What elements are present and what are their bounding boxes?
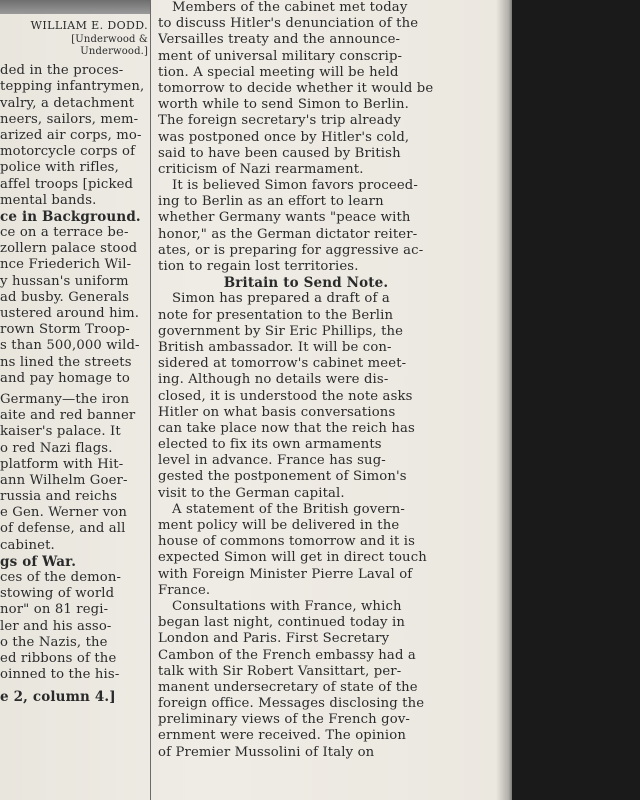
text-line: sidered at tomorrow's cabinet meet- (158, 356, 407, 372)
text-line: note for presentation to the Berlin (158, 307, 394, 323)
text-line: house of commons tomorrow and it is (158, 534, 416, 550)
text-line: and pay homage to (0, 370, 130, 386)
text-line: ing to Berlin as an effort to learn (158, 194, 384, 210)
right-paragraph-3 (158, 291, 454, 501)
text-line: ann Wilhelm Goer- (0, 472, 128, 488)
text-line: Consultations with France, which (172, 598, 402, 614)
text-line: nce Friederich Wil- (0, 257, 132, 273)
left-paragraph-3 (0, 392, 148, 554)
text-line: ns lined the streets (0, 354, 132, 370)
right-column (158, 0, 454, 761)
left-paragraph-1 (0, 63, 148, 209)
text-line: cabinet. (0, 537, 55, 553)
text-line: ded in the proces- (0, 63, 124, 79)
left-subheading-2: gs of War. (0, 553, 77, 570)
text-line: ces of the demon- (0, 570, 122, 585)
text-line: ment of universal military conscrip- (158, 48, 403, 64)
text-line: ing. Although no details were dis- (158, 372, 389, 388)
text-line: zollern palace stood (0, 241, 138, 257)
left-subheading-1: ce in Background. (0, 208, 141, 225)
text-line: said to have been caused by British (158, 145, 401, 161)
text-line: British ambassador. It will be con- (158, 339, 392, 355)
text-line: elected to fix its own armaments (158, 437, 382, 453)
text-line: tion to regain lost territories. (158, 259, 359, 274)
text-line: The foreign secretary's trip already (158, 113, 401, 129)
text-line: tion. A special meeting will be held (158, 64, 399, 80)
text-line: russia and reichs (0, 489, 118, 505)
text-line: ed ribbons of the (0, 650, 117, 666)
text-line: motorcycle corps of (0, 144, 136, 160)
right-paragraph-2 (158, 178, 454, 275)
text-line: e Gen. Werner von (0, 505, 128, 521)
text-line: level in advance. France has sug- (158, 453, 386, 469)
text-line: criticism of Nazi rearmament. (158, 161, 364, 177)
text-line: France. (158, 582, 211, 598)
page-edge-shadow (496, 0, 512, 800)
text-line: oinned to the his- (0, 667, 120, 683)
text-line: talk with Sir Robert Vansittart, per- (158, 663, 402, 679)
text-line: London and Paris. First Secretary (158, 631, 390, 647)
right-paragraph-4 (158, 502, 454, 599)
text-line: ad busby. Generals (0, 289, 130, 305)
text-line: expected Simon will get in direct touch (158, 550, 427, 566)
text-line: visit to the German capital. (158, 485, 345, 501)
text-line: manent undersecretary of state of the (158, 679, 418, 695)
text-line: closed, it is understood the note asks (158, 388, 413, 404)
photo-credit-line-1: [Underwood & (71, 34, 148, 46)
text-line: ce on a terrace be- (0, 225, 129, 241)
text-line: Cambon of the French embassy had a (158, 647, 416, 663)
text-line: of Premier Mussolini of Italy on (158, 744, 375, 760)
text-line: began last night, continued today in (158, 615, 405, 631)
column-rule (150, 0, 151, 800)
photo-caption-name: WILLIAM E. DODD. (30, 19, 148, 32)
right-paragraph-5 (158, 599, 454, 761)
text-line: valry, a detachment (0, 95, 135, 111)
text-line: to discuss Hitler's denunciation of the (158, 16, 419, 32)
text-line: police with rifles, (0, 160, 119, 176)
text-line: Members of the cabinet met today (172, 0, 408, 15)
text-line: Simon has prepared a draft of a (172, 291, 390, 307)
text-line: o the Nazis, the (0, 634, 108, 650)
text-line: Versailles treaty and the announce- (158, 32, 401, 48)
text-line: y hussan's uniform (0, 273, 129, 289)
text-line: It is believed Simon favors proceed- (172, 178, 419, 194)
photo-bottom-edge (0, 0, 150, 14)
text-line: whether Germany wants "peace with (158, 210, 411, 226)
left-paragraph-4 (0, 570, 148, 683)
text-line: stowing of world (0, 586, 115, 602)
text-line: A statement of the British govern- (172, 501, 406, 517)
text-line: was postponed once by Hitler's cold, (158, 129, 410, 145)
text-line: ler and his asso- (0, 618, 112, 634)
text-line: ernment were received. The opinion (158, 728, 407, 744)
text-line: platform with Hit- (0, 456, 124, 472)
text-line: honor," as the German dictator reiter- (158, 226, 418, 242)
text-line: rown Storm Troop- (0, 322, 130, 338)
right-paragraph-1 (158, 0, 454, 178)
text-line: worth while to send Simon to Berlin. (158, 97, 409, 113)
continued-reference: e 2, column 4.] (0, 689, 116, 706)
text-line: ment policy will be delivered in the (158, 518, 400, 533)
text-line: tepping infantrymen, (0, 79, 145, 95)
left-column (0, 18, 148, 706)
text-line: s than 500,000 wild- (0, 338, 140, 354)
text-line: neers, sailors, mem- (0, 111, 139, 127)
text-line: tomorrow to decide whether it would be (158, 80, 434, 96)
text-line: Germany—the iron (0, 391, 130, 407)
text-line: can take place now that the reich has (158, 420, 415, 436)
text-line: arized air corps, mo- (0, 127, 142, 143)
text-line: aite and red banner (0, 408, 136, 424)
text-line: kaiser's palace. It (0, 424, 121, 440)
text-line: foreign office. Messages disclosing the (158, 696, 425, 712)
text-line: ustered around him. (0, 306, 140, 321)
right-subheading: Britain to Send Note. (223, 275, 389, 292)
text-line: of defense, and all (0, 521, 126, 537)
text-line: preliminary views of the French gov- (158, 712, 411, 728)
text-line: gested the postponement of Simon's (158, 469, 407, 485)
text-line: affel troops [picked (0, 176, 134, 192)
text-line: nor" on 81 regi- (0, 602, 109, 618)
text-line: mental bands. (0, 192, 97, 208)
photo-credit-line-2: Underwood.] (80, 46, 148, 58)
text-line: government by Sir Eric Phillips, the (158, 323, 404, 339)
text-line: ates, or is preparing for aggressive ac- (158, 242, 424, 258)
left-paragraph-2 (0, 225, 148, 387)
text-line: with Foreign Minister Pierre Laval of (158, 566, 413, 582)
text-line: Hitler on what basis conversations (158, 404, 396, 420)
text-line: o red Nazi flags. (0, 440, 113, 456)
